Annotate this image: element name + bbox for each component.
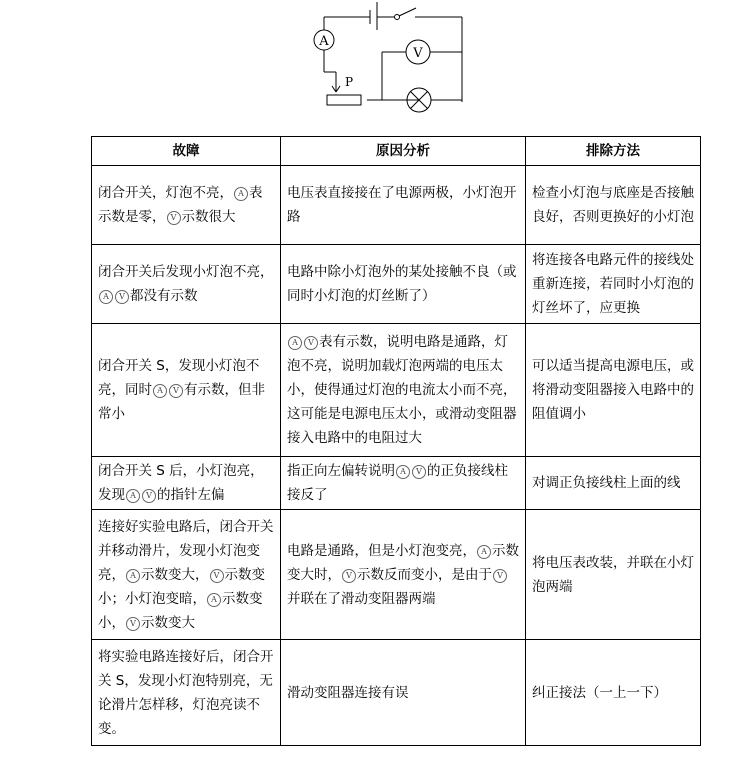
voltmeter-icon: V	[493, 569, 507, 583]
cell-text: 电压表直接接在了电源两极，小灯泡开路	[287, 185, 517, 225]
ammeter-icon: A	[126, 489, 140, 503]
table-row	[92, 457, 701, 510]
cell-text: 将连接各电路元件的接线处重新连接，若同时小灯泡的灯丝坏了，应更换	[532, 252, 694, 316]
cell-text: 闭合开关后发现小灯泡不亮，	[98, 264, 274, 280]
cell-text: 的正负接线柱接反了	[287, 463, 508, 503]
cell-cause	[281, 510, 526, 640]
ammeter-icon: A	[207, 593, 221, 607]
ammeter-icon: A	[477, 545, 491, 559]
cell-text: 对调正负接线柱上面的线	[532, 475, 681, 491]
cell-cause	[281, 166, 526, 245]
cell-fault	[92, 324, 281, 457]
cell-fault	[92, 640, 281, 746]
cell-text: 可以适当提高电源电压，或将滑动变阻器接入电路中的阻值调小	[532, 358, 694, 422]
cell-text: 将实验电路连接好后，闭合开关 S，发现小灯泡特别亮，无论滑片怎样移，灯泡亮读不变。	[98, 648, 274, 737]
ammeter-icon: A	[288, 336, 302, 350]
table-row	[92, 166, 701, 245]
cell-text: 连接好实验电路后，闭合开关并移动滑片，发现小灯泡变亮，	[98, 518, 274, 583]
cell-fix	[526, 510, 701, 640]
cell-text: 指正向左偏转说明	[287, 463, 395, 479]
cell-text: 示数很大	[181, 209, 236, 225]
cell-text: 将电压表改装，并联在小灯泡两端	[532, 554, 694, 595]
ammeter-label: A	[319, 34, 329, 49]
header-cause: 原因分析	[281, 137, 526, 166]
rheostat-symbol	[327, 95, 361, 105]
header-fix: 排除方法	[526, 137, 701, 166]
cell-fix	[526, 640, 701, 746]
cell-text: 示数变小，	[98, 590, 263, 631]
ammeter-icon: A	[99, 290, 113, 304]
fault-troubleshooting-table	[91, 136, 701, 746]
slider-label: P	[345, 75, 354, 89]
table-row	[92, 640, 701, 746]
voltmeter-icon: V	[342, 569, 356, 583]
cell-text: 检查小灯泡与底座是否接触良好，否则更换好的小灯泡	[532, 185, 694, 225]
cell-text: 滑动变阻器连接有误	[287, 684, 409, 701]
cell-fault	[92, 510, 281, 640]
cell-text: 表示数是零，	[98, 185, 263, 225]
voltmeter-icon: V	[115, 290, 129, 304]
slider-arrowhead	[332, 86, 336, 92]
ammeter-icon: A	[396, 465, 410, 479]
cell-fix	[526, 324, 701, 457]
cell-fix	[526, 245, 701, 324]
voltmeter-icon: V	[167, 211, 181, 225]
cell-cause	[281, 245, 526, 324]
cell-text: 示数变大时，	[287, 542, 519, 583]
cell-fix	[526, 166, 701, 245]
cell-text: 示数反而变小，是由于	[357, 566, 492, 583]
cell-text: 示数变小；小灯泡变暗，	[98, 566, 265, 607]
ammeter-icon: A	[234, 187, 248, 201]
cell-text: 示数变大	[141, 614, 195, 631]
circuit-diagram	[300, 0, 480, 120]
voltmeter-icon: V	[142, 489, 156, 503]
table-row	[92, 324, 701, 457]
cell-cause	[281, 324, 526, 457]
cell-cause	[281, 457, 526, 510]
switch-pivot	[395, 15, 400, 20]
table-row	[92, 245, 701, 324]
voltmeter-icon: V	[126, 617, 140, 631]
cell-fault	[92, 166, 281, 245]
cell-cause	[281, 640, 526, 746]
cell-text: 闭合开关，灯泡不亮，	[98, 185, 233, 201]
voltmeter-icon: V	[304, 336, 318, 350]
switch-lever	[399, 8, 416, 16]
voltmeter-icon: V	[412, 465, 426, 479]
cell-text: 示数变大，	[141, 566, 209, 583]
cell-fault	[92, 245, 281, 324]
cell-text: 表有示数，说明电路是通路，灯泡不亮，说明加载灯泡两端的电压太小，使得通过灯泡的电流太小而不亮，这可能是电源电压太小，或滑动变阻器接入电路中的电阻过大	[287, 334, 517, 446]
cell-text: 电路是通路，但是小灯泡变亮，	[287, 542, 476, 559]
cell-text: 的指针左偏	[157, 487, 225, 503]
header-fault: 故障	[92, 137, 281, 166]
cell-text: 闭合开关 S 后，小灯泡亮，发现	[98, 463, 264, 503]
cell-text: 电路中除小灯泡外的某处接触不良（或同时小灯泡的灯丝断了）	[287, 264, 517, 304]
cell-text: 并联在了滑动变阻器两端	[287, 590, 436, 607]
ammeter-icon: A	[153, 384, 167, 398]
cell-fix	[526, 457, 701, 510]
cell-text: 有示数，但非常小	[98, 382, 265, 422]
cell-text: 都没有示数	[130, 288, 198, 304]
cell-fault	[92, 457, 281, 510]
table-header-row	[92, 137, 701, 166]
voltmeter-label: V	[413, 46, 423, 61]
slider-arrowhead	[336, 86, 340, 92]
cell-text: 纠正接法（一上一下）	[532, 684, 667, 701]
voltmeter-icon: V	[210, 569, 224, 583]
voltmeter-icon: V	[169, 384, 183, 398]
table-row	[92, 510, 701, 640]
cell-text: 闭合开关 S，发现小灯泡不亮，同时	[98, 358, 260, 398]
ammeter-icon: A	[126, 569, 140, 583]
